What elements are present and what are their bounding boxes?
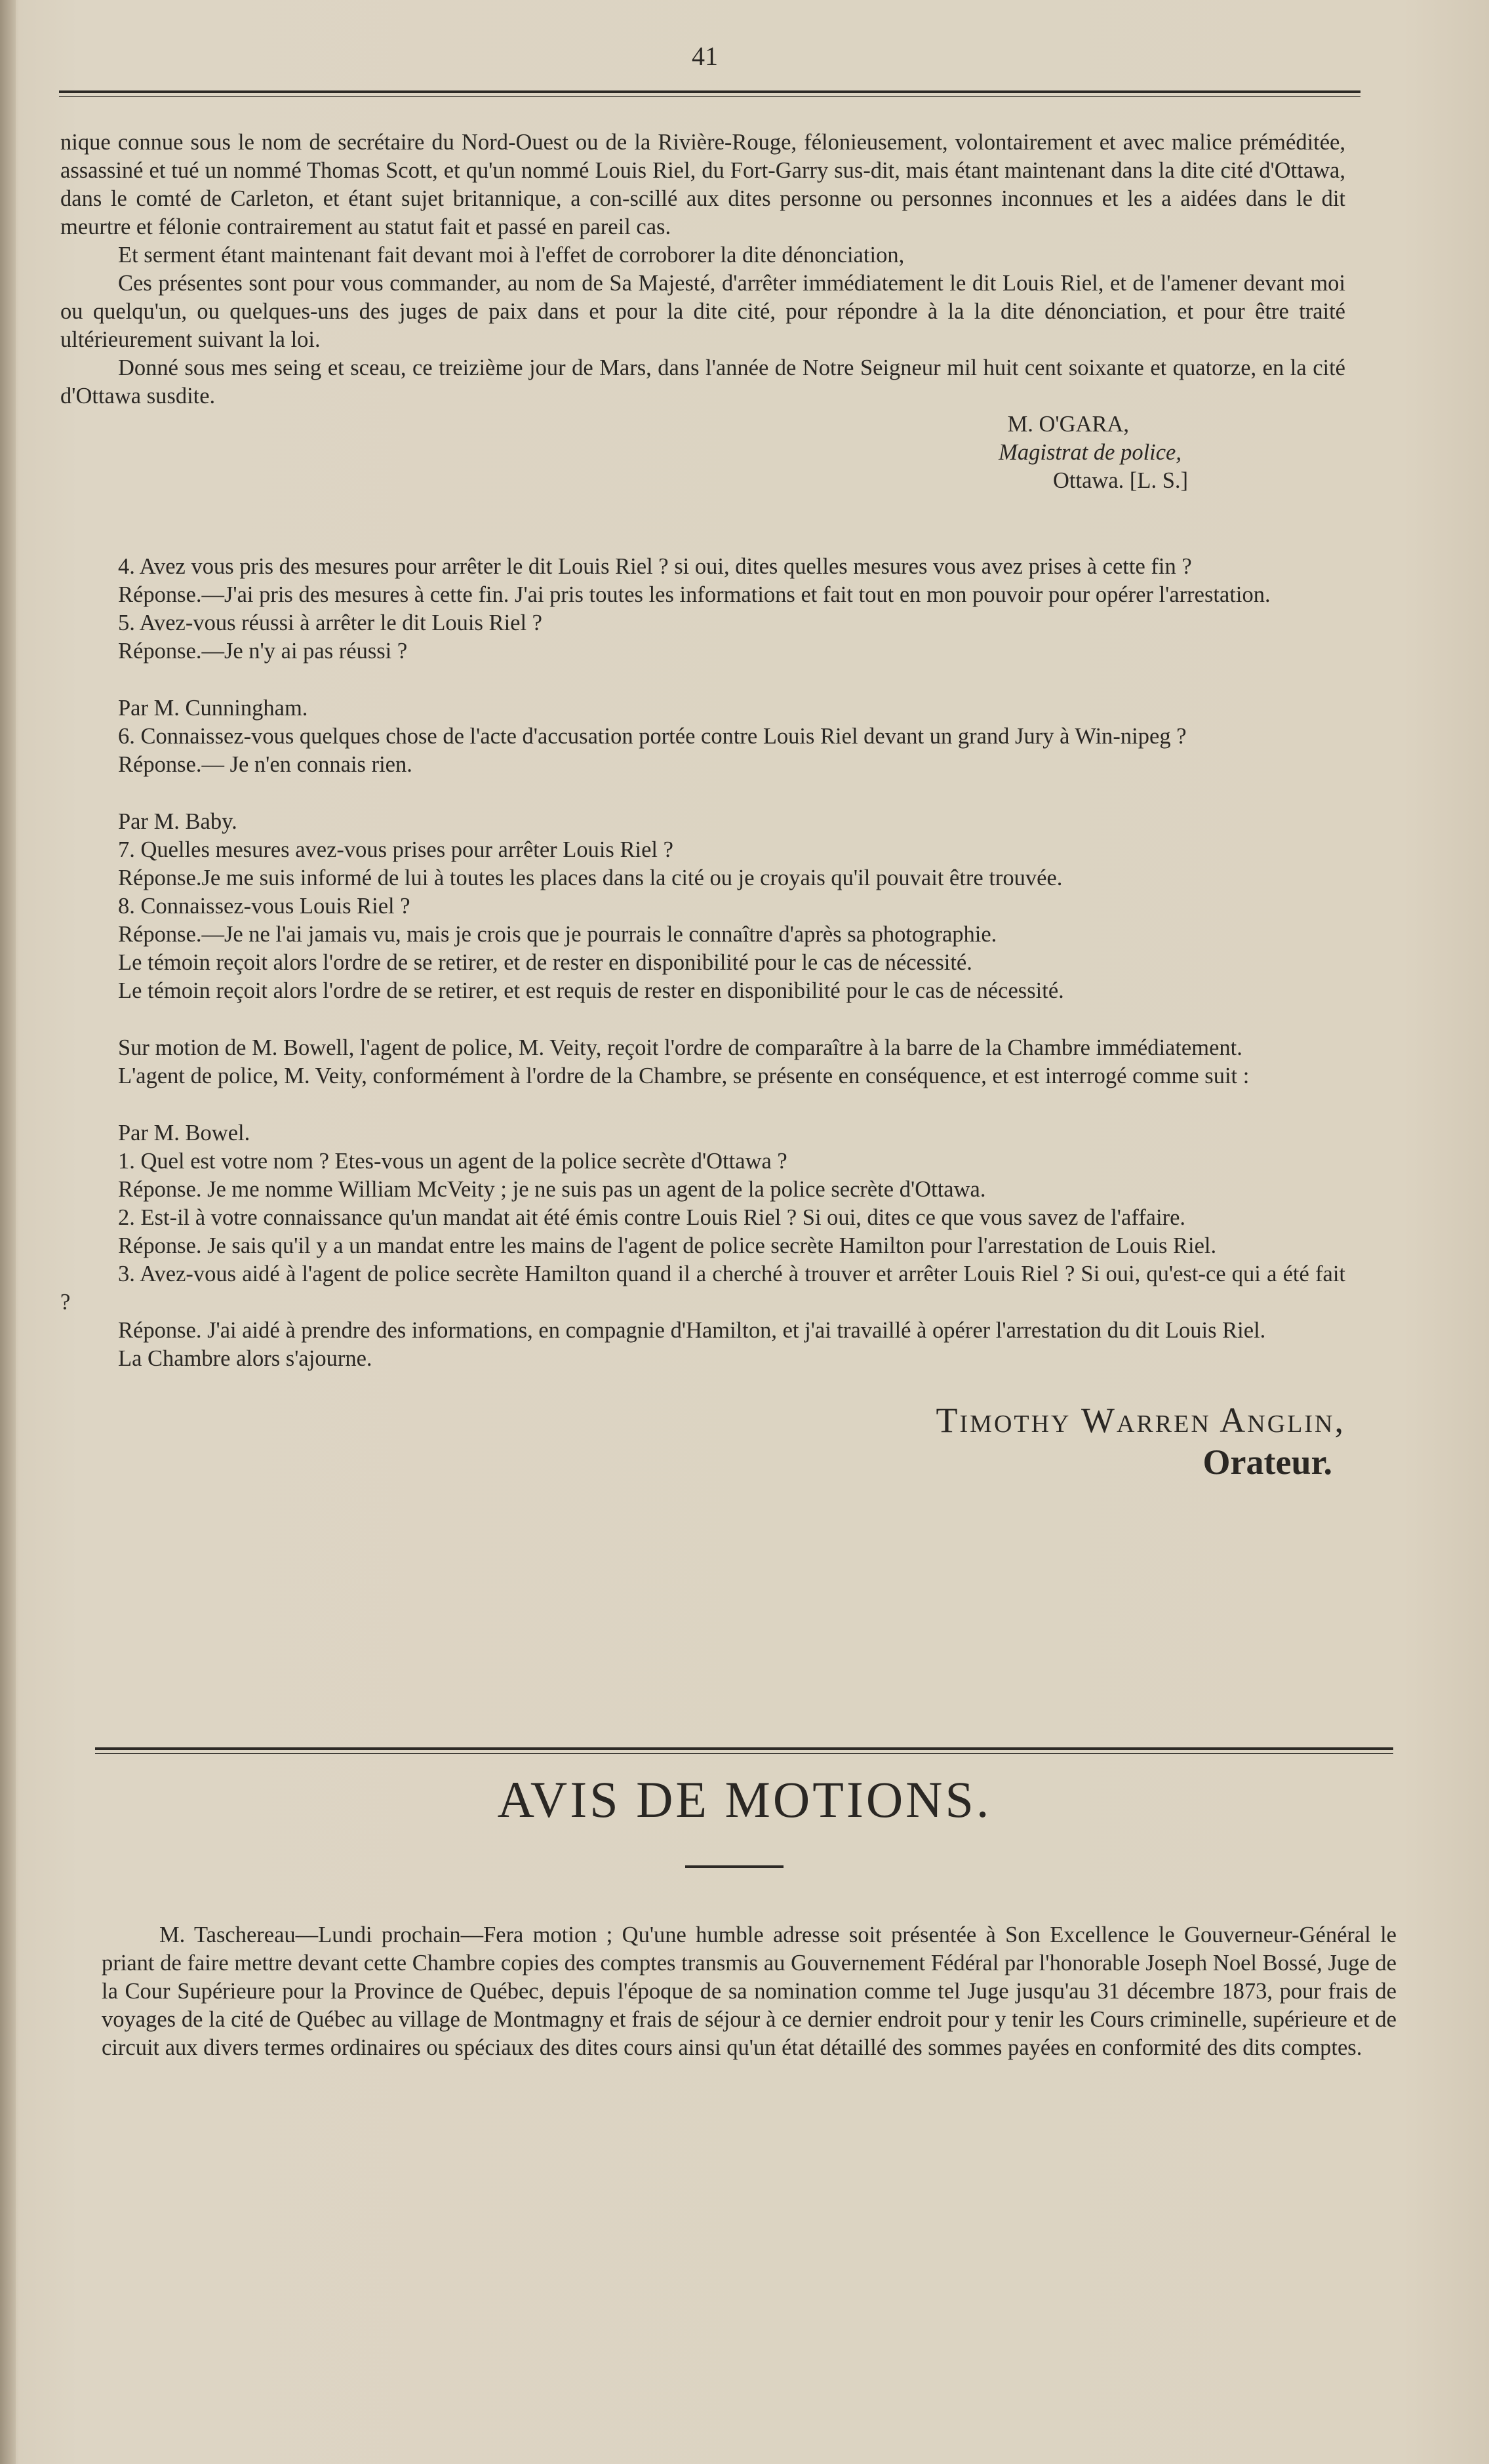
paragraph: nique connue sous le nom de secrétaire du Nord-Ouest ou de la Rivière-Rouge, félonieusement, volontairement et avec malice préméditée, assassiné et tué un nommé Thomas Scott, et qu'un nommé Louis Riel, du Fort-Garry sus-dit, mais étant maintenant dans la dite cité d'Ottawa, dans le comté de Carleton, et étant sujet britannique, a con-scillé aux dites personne ou personnes inconnues et les a aidées dans le dit meurtre et félonie contrairement au statut fait et passé en pareil cas. bbox=[60, 130, 1345, 239]
page-number: 41 bbox=[692, 41, 718, 71]
examiner-heading: Par M. Cunningham. bbox=[118, 696, 308, 721]
question: 2. Est-il à votre connaissance qu'un mandat ait été émis contre Louis Riel ? Si oui, dites ce que vous savez de l'affaire. bbox=[118, 1205, 1186, 1230]
paragraph: Le témoin reçoit alors l'ordre de se retirer, et est requis de rester en disponibilité pour le cas de nécessité. bbox=[118, 978, 1064, 1003]
paragraph: Donné sous mes seing et sceau, ce treizième jour de Mars, dans l'année de Notre Seigneur mil huit cent soixante et quatorze, en la cité d'Ottawa susdite. bbox=[60, 355, 1345, 408]
question: 3. Avez-vous aidé à l'agent de police secrète Hamilton quand il a cherché à trouver et arrêter Louis Riel ? Si oui, qu'est-ce qui a été fait ? bbox=[60, 1262, 1345, 1315]
examiner-heading: Par M. Bowel. bbox=[118, 1121, 250, 1145]
title-underline bbox=[685, 1865, 784, 1868]
question: 6. Connaissez-vous quelques chose de l'acte d'accusation portée contre Louis Riel devant un grand Jury à Win-nipeg ? bbox=[118, 724, 1187, 749]
signature-place: Ottawa. [L. S.] bbox=[1053, 468, 1188, 493]
paragraph: Ces présentes sont pour vous commander, au nom de Sa Majesté, d'arrêter immédiatement le dit Louis Riel, et de l'amener devant moi ou quelqu'un, ou quelques-uns des juges de paix dans et pour la dite cité, pour répondre à la la dite dénonciation, et pour être traité ultérieurement suivant la loi. bbox=[60, 271, 1345, 352]
header-rule bbox=[59, 90, 1360, 97]
examiner-heading: Par M. Baby. bbox=[118, 809, 237, 834]
section-rule bbox=[95, 1747, 1393, 1754]
question: 5. Avez-vous réussi à arrêter le dit Louis Riel ? bbox=[118, 610, 542, 635]
paragraph: Le témoin reçoit alors l'ordre de se retirer, et de rester en disponibilité pour le cas de nécessité. bbox=[118, 950, 972, 975]
answer: Réponse. Je me nomme William McVeity ; je ne suis pas un agent de la police secrète d'Ottawa. bbox=[118, 1177, 986, 1202]
motion-paragraph: M. Taschereau—Lundi prochain—Fera motion ; Qu'une humble adresse soit présentée à Son Excellence le Gouverneur-Général le priant de faire mettre devant cette Chambre copies des comptes transmis au Gouvernement Fédéral par l'honorable Joseph Noel Bossé, Juge de la Cour Supérieure pour la Province de Québec, depuis l'époque de sa nomination comme tel Juge jusqu'au 31 décembre 1873, pour frais de voyages de la cité de Québec au village de Montmagny et frais de séjour à ce dernier endroit pour y tenir les Cours criminelle, supérieure et de circuit aux divers termes ordinaires ou spéciaux des dites cours ainsi qu'un état détaillé des sommes payées en conformité des dits comptes. bbox=[102, 1922, 1397, 2060]
answer: Réponse. J'ai aidé à prendre des informations, en compagnie d'Hamilton, et j'ai travaillé à opérer l'arrestation du dit Louis Riel. bbox=[118, 1318, 1266, 1343]
answer: Réponse.Je me suis informé de lui à toutes les places dans la cité ou je croyais qu'il pouvait être trouvée. bbox=[118, 865, 1063, 890]
answer: Réponse.— Je n'en connais rien. bbox=[118, 752, 412, 777]
section-title: AVIS DE MOTIONS. bbox=[497, 1771, 992, 1828]
adjournment: La Chambre alors s'ajourne. bbox=[118, 1346, 372, 1371]
signature-name: M. O'GARA, bbox=[1007, 412, 1129, 437]
question: 7. Quelles mesures avez-vous prises pour arrêter Louis Riel ? bbox=[118, 837, 673, 862]
speaker-signature bbox=[60, 1399, 1345, 1483]
signature-title: Magistrat de police, bbox=[999, 440, 1181, 465]
answer: Réponse. Je sais qu'il y a un mandat entre les mains de l'agent de police secrète Hamilton pour l'arrestation de Louis Riel. bbox=[118, 1233, 1217, 1258]
speaker-title: Orateur. bbox=[1202, 1442, 1332, 1482]
answer: Réponse.—Je ne l'ai jamais vu, mais je crois que je pourrais le connaître d'après sa photographie. bbox=[118, 922, 997, 947]
paragraph: Sur motion de M. Bowell, l'agent de police, M. Veity, reçoit l'ordre de comparaître à la barre de la Chambre immédiatement. bbox=[118, 1035, 1242, 1060]
answer: Réponse.—J'ai pris des mesures à cette fin. J'ai pris toutes les informations et fait tout en mon pouvoir pour opérer l'arrestation. bbox=[118, 582, 1271, 607]
main-text bbox=[60, 129, 1345, 1483]
page-binding-edge bbox=[0, 0, 16, 2464]
magistrate-signature bbox=[60, 410, 1345, 495]
question: 8. Connaissez-vous Louis Riel ? bbox=[118, 894, 410, 919]
answer: Réponse.—Je n'y ai pas réussi ? bbox=[118, 639, 408, 664]
speaker-name: Timothy Warren Anglin, bbox=[936, 1401, 1345, 1440]
question: 1. Quel est votre nom ? Etes-vous un agent de la police secrète d'Ottawa ? bbox=[118, 1149, 787, 1174]
paragraph: L'agent de police, M. Veity, conformément à l'ordre de la Chambre, se présente en conséquence, et est interrogé comme suit : bbox=[118, 1063, 1250, 1088]
question: 4. Avez vous pris des mesures pour arrêter le dit Louis Riel ? si oui, dites quelles mesures vous avez prises à cette fin ? bbox=[118, 554, 1192, 579]
paragraph: Et serment étant maintenant fait devant moi à l'effet de corroborer la dite dénonciation, bbox=[118, 243, 905, 268]
